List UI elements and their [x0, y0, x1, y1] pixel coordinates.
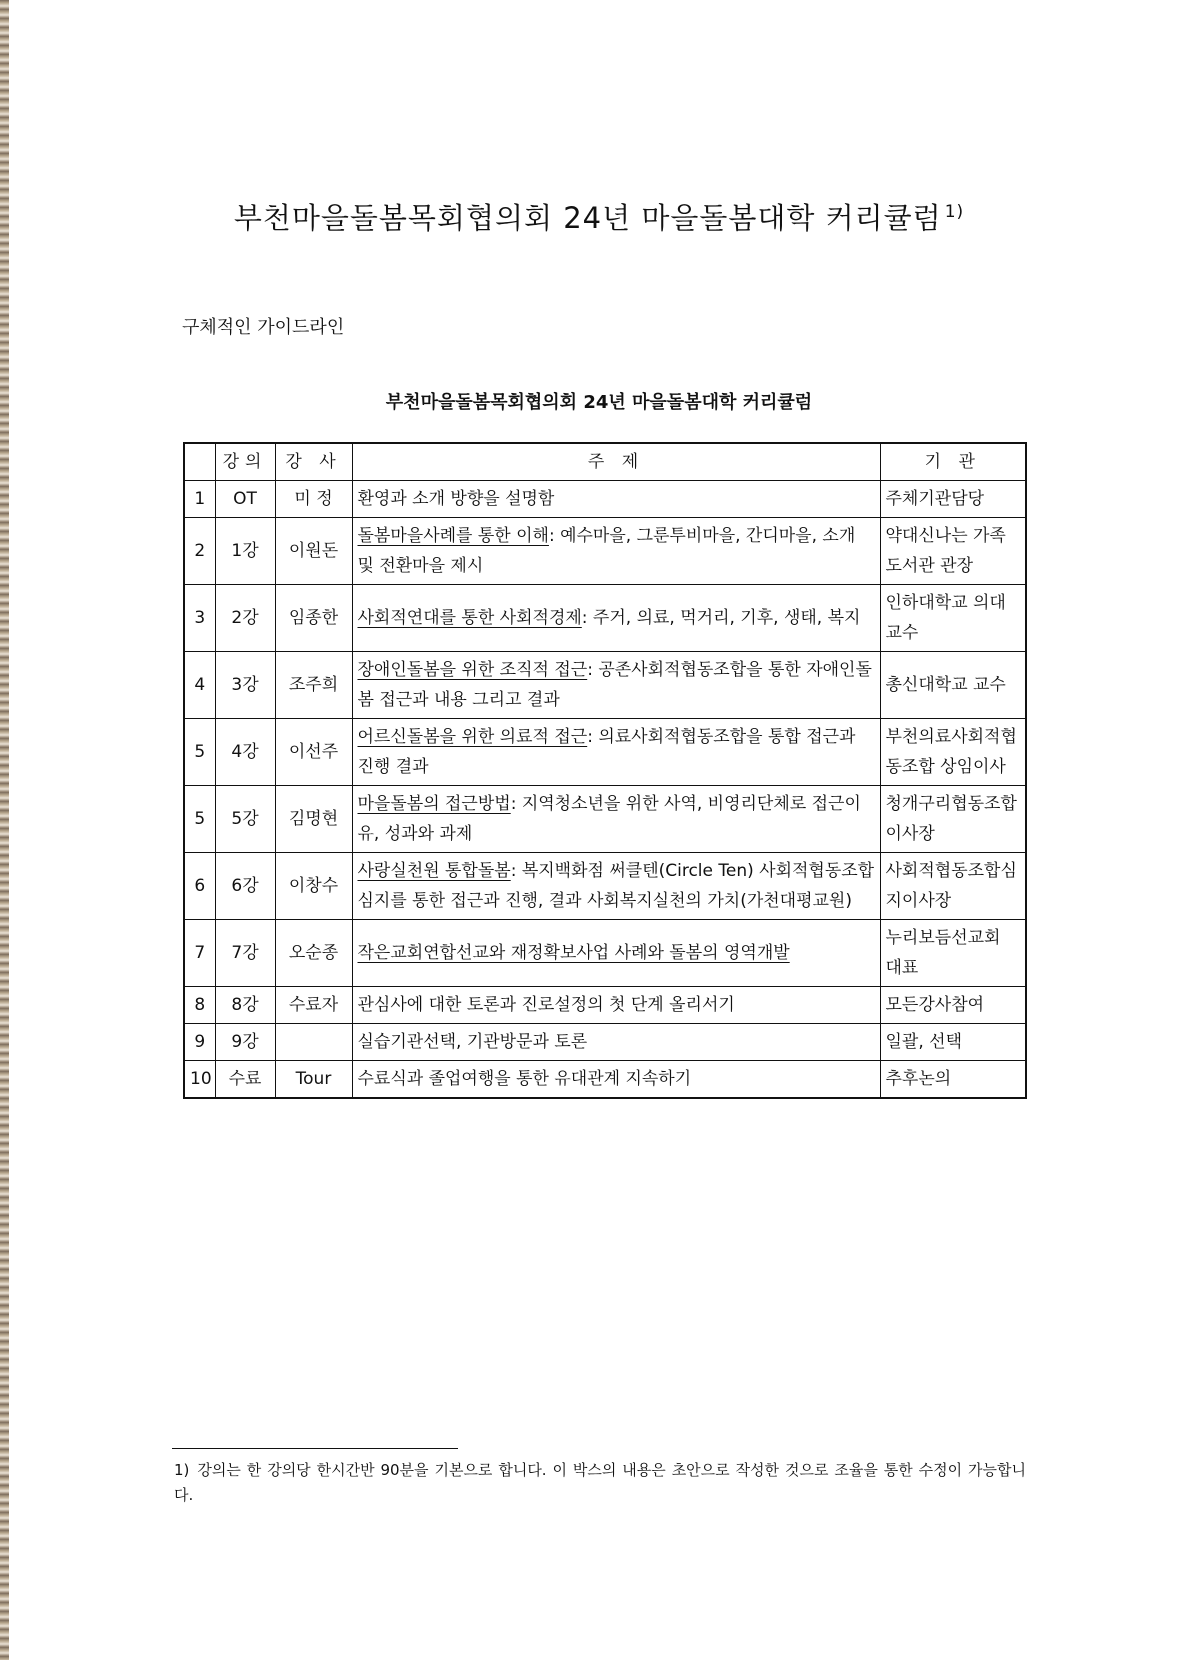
row-organization: 청개구리협동조합 이사장: [880, 786, 1026, 853]
topic-heading: 사회적연대를 통한 사회적경제: [357, 608, 582, 628]
table-row: [184, 786, 1026, 853]
topic-body: 실습기관선택, 기관방문과 토론: [357, 1032, 588, 1052]
topic-heading: 작은교회연합선교와 재정확보사업 사례와 돌봄의 영역개발: [357, 943, 790, 963]
row-topic: [352, 853, 880, 920]
topic-heading: 마을돌봄의 접근방법: [357, 794, 511, 814]
table-row: [184, 1024, 1026, 1061]
table-caption: 부천마을돌봄목회협의회 24년 마을돌봄대학 커리큘럼: [385, 392, 813, 413]
table-row: [184, 853, 1026, 920]
table-row: [184, 652, 1026, 719]
row-number: 3: [184, 585, 215, 652]
table-row: [184, 920, 1026, 987]
row-lecture: 2강: [215, 585, 275, 652]
row-topic: [352, 652, 880, 719]
row-instructor: 이창수: [275, 853, 352, 920]
row-organization: 모든강사참여: [880, 987, 1026, 1024]
topic-body: : 공존사회적협동조합을 통한 자애인돌봄 접근과 내용 그리고 결과: [357, 660, 872, 710]
row-organization: 주체기관담당: [880, 481, 1026, 518]
row-organization: 누리보듬선교회 대표: [880, 920, 1026, 987]
title-footnote-mark: 1): [944, 202, 965, 222]
row-number: 5: [184, 786, 215, 853]
topic-body: : 지역청소년을 위한 사역, 비영리단체로 접근이유, 성과와 과제: [357, 794, 861, 844]
topic-heading: 사랑실천원 통합돌봄: [357, 861, 511, 881]
table-row: [184, 719, 1026, 786]
section-label: 구체적인 가이드라인: [182, 317, 345, 338]
row-number: 1: [184, 481, 215, 518]
footnote-mark: 1): [174, 1461, 190, 1479]
row-lecture: 수료: [215, 1061, 275, 1099]
row-topic: [352, 481, 880, 518]
table-row: [184, 987, 1026, 1024]
row-topic: [352, 1024, 880, 1061]
row-lecture: OT: [215, 481, 275, 518]
row-topic: [352, 786, 880, 853]
topic-body: 환영과 소개 방향을 설명함: [357, 489, 555, 509]
topic-body: : 의료사회적협동조합을 통합 접근과 진행 결과: [357, 727, 856, 777]
curriculum-table: [183, 442, 1027, 1099]
page-title-text: 부천마을돌봄목회협의회 24년 마을돌봄대학 커리큘럼: [233, 201, 942, 235]
table-row: [184, 585, 1026, 652]
footnote: [174, 1458, 1026, 1508]
row-topic: [352, 518, 880, 585]
table-row: [184, 518, 1026, 585]
row-instructor: 임종한: [275, 585, 352, 652]
row-topic: [352, 585, 880, 652]
table-header-row: [184, 443, 1026, 481]
row-lecture: 7강: [215, 920, 275, 987]
row-number: 5: [184, 719, 215, 786]
footnote-divider: [172, 1448, 458, 1449]
row-lecture: 6강: [215, 853, 275, 920]
row-organization: 일괄, 선택: [880, 1024, 1026, 1061]
row-organization: 인하대학교 의대교수: [880, 585, 1026, 652]
topic-heading: 어르신돌봄을 위한 의료적 접근: [357, 727, 588, 747]
topic-heading: 돌봄마을사례를 통한 이해: [357, 526, 549, 546]
topic-body: : 예수마을, 그룬투비마을, 간디마을, 소개 및 전환마을 제시: [357, 526, 856, 576]
row-organization: 사회적협동조합심지이사장: [880, 853, 1026, 920]
row-instructor: 이선주: [275, 719, 352, 786]
page-title: [0, 196, 1198, 237]
row-topic: [352, 987, 880, 1024]
row-instructor: 김명현: [275, 786, 352, 853]
header-organization: 기 관: [880, 443, 1026, 481]
row-lecture: 9강: [215, 1024, 275, 1061]
header-num: [184, 443, 215, 481]
row-lecture: 5강: [215, 786, 275, 853]
row-lecture: 1강: [215, 518, 275, 585]
row-lecture: 8강: [215, 987, 275, 1024]
row-instructor: 미 정: [275, 481, 352, 518]
row-number: 6: [184, 853, 215, 920]
topic-heading: 장애인돌봄을 위한 조직적 접근: [357, 660, 588, 680]
header-topic: 주 제: [352, 443, 880, 481]
row-instructor: 조주희: [275, 652, 352, 719]
row-number: 7: [184, 920, 215, 987]
row-number: 10: [184, 1061, 215, 1099]
topic-body: : 복지백화점 써클텐(Circle Ten) 사회적협동조합심지를 통한 접근과 진행, 결과 사회복지실천의 가치(가천대평교원): [357, 861, 875, 911]
row-organization: 총신대학교 교수: [880, 652, 1026, 719]
topic-body: 수료식과 졸업여행을 통한 유대관계 지속하기: [357, 1069, 692, 1089]
row-number: 2: [184, 518, 215, 585]
row-topic: [352, 719, 880, 786]
topic-body: 관심사에 대한 토론과 진로설정의 첫 단계 올리서기: [357, 995, 735, 1015]
header-lecture: 강의: [215, 443, 275, 481]
footnote-text: 강의는 한 강의당 한시간반 90분을 기본으로 합니다. 이 박스의 내용은 초안으로 작성한 것으로 조율을 통한 수정이 가능합니다.: [174, 1461, 1026, 1504]
row-number: 8: [184, 987, 215, 1024]
row-instructor: 수료자: [275, 987, 352, 1024]
row-instructor: [275, 1024, 352, 1061]
row-number: 9: [184, 1024, 215, 1061]
row-instructor: 이원돈: [275, 518, 352, 585]
topic-body: : 주거, 의료, 먹거리, 기후, 생태, 복지: [581, 608, 861, 628]
row-number: 4: [184, 652, 215, 719]
table-row: [184, 481, 1026, 518]
scan-edge: [0, 0, 9, 1660]
row-organization: 추후논의: [880, 1061, 1026, 1099]
row-organization: 부천의료사회적협동조합 상임이사: [880, 719, 1026, 786]
row-topic: [352, 920, 880, 987]
row-instructor: Tour: [275, 1061, 352, 1099]
header-instructor: 강 사: [275, 443, 352, 481]
table-row: [184, 1061, 1026, 1099]
row-organization: 약대신나는 가족도서관 관장: [880, 518, 1026, 585]
row-lecture: 4강: [215, 719, 275, 786]
row-lecture: 3강: [215, 652, 275, 719]
row-topic: [352, 1061, 880, 1099]
row-instructor: 오순종: [275, 920, 352, 987]
